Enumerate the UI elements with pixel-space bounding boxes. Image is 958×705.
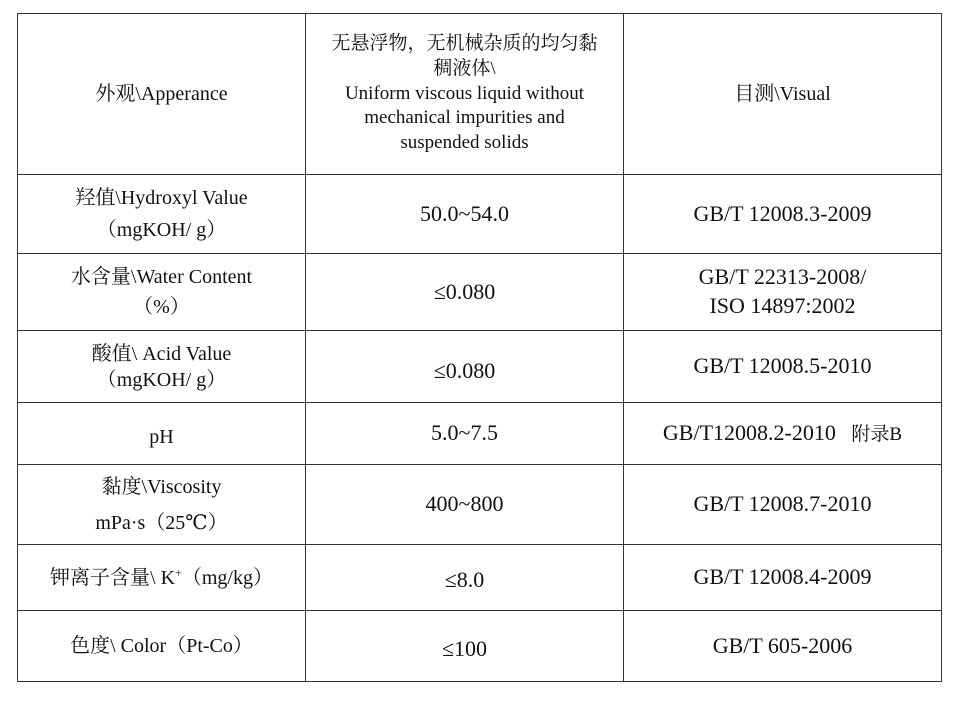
spec-line-cn-1: 无悬浮物，无机械杂质的均匀黏 xyxy=(331,33,598,55)
spec-value: 5.0~7.5 xyxy=(431,420,498,446)
item-cell xyxy=(18,175,306,254)
item-unit: （mgKOH/ g） xyxy=(96,368,227,391)
spec-value: 50.0~54.0 xyxy=(420,200,509,226)
spec-cell xyxy=(306,465,624,545)
method-label: 目测\Visual xyxy=(734,83,831,105)
spec-cell xyxy=(306,611,624,682)
spec-value: 400~800 xyxy=(425,491,504,517)
method-cell xyxy=(624,14,942,175)
item-label: 黏度\Viscosity xyxy=(101,475,222,498)
spec-cell xyxy=(306,254,624,331)
item-cell xyxy=(18,545,306,611)
item-unit: （mg/kg） xyxy=(181,566,273,589)
method-label: GB/T 12008.7-2010 xyxy=(693,491,872,517)
method-label: GB/T12008.2-2010 xyxy=(662,420,836,446)
spec-cell xyxy=(306,14,624,175)
item-label: 羟值\Hydroxyl Value xyxy=(75,187,248,209)
item-unit: （%） xyxy=(133,296,190,318)
spec-cell xyxy=(306,403,624,465)
spec-cell xyxy=(306,175,624,254)
spec-value: ≤100 xyxy=(441,635,488,661)
table-row-color xyxy=(18,611,942,682)
specification-table xyxy=(17,13,942,682)
item-cell xyxy=(18,331,306,403)
item-unit: （mgKOH/ g） xyxy=(96,219,227,241)
item-unit: mPa·s（25℃） xyxy=(95,511,228,534)
item-label: 色度\ Color（Pt-Co） xyxy=(70,635,253,657)
item-label: pH xyxy=(149,425,174,448)
table-row-appearance xyxy=(18,14,942,175)
table-row-water-content xyxy=(18,254,942,331)
spec-line-en-1: Uniform viscous liquid without xyxy=(344,82,585,104)
spec-value: ≤0.080 xyxy=(433,358,496,384)
item-superscript: + xyxy=(175,564,182,579)
spec-value: ≤0.080 xyxy=(433,278,496,304)
spec-line-en-3: suspended solids xyxy=(400,132,529,154)
item-label: 外观\Apperance xyxy=(95,83,228,105)
method-appendix: 附录B xyxy=(851,424,903,446)
item-cell xyxy=(18,14,306,175)
spec-line-en-2: mechanical impurities and xyxy=(364,107,565,129)
method-label-2: ISO 14897:2002 xyxy=(709,293,856,318)
item-cell xyxy=(18,403,306,465)
method-cell xyxy=(624,331,942,403)
method-cell xyxy=(624,465,942,545)
table-row-hydroxyl-value xyxy=(18,175,942,254)
method-label: GB/T 22313-2008/ xyxy=(698,264,867,290)
item-cell xyxy=(18,465,306,545)
table-row-ph xyxy=(18,403,942,465)
method-label: GB/T 12008.4-2009 xyxy=(693,564,872,590)
spec-cell xyxy=(306,545,624,611)
table-row-potassium-ion xyxy=(18,545,942,611)
method-cell xyxy=(624,175,942,254)
method-label: GB/T 12008.3-2009 xyxy=(693,200,872,226)
table-row-acid-value xyxy=(18,331,942,403)
item-cell xyxy=(18,254,306,331)
item-label: 酸值\ Acid Value xyxy=(91,342,232,365)
spec-line-cn-2: 稠液体\ xyxy=(433,57,496,79)
method-cell xyxy=(624,611,942,682)
spec-cell xyxy=(306,331,624,403)
item-label: 钾离子含量\ K xyxy=(50,566,176,589)
method-cell xyxy=(624,545,942,611)
method-label: GB/T 12008.5-2010 xyxy=(693,353,872,379)
method-cell xyxy=(624,403,942,465)
table-row-viscosity xyxy=(18,465,942,545)
item-label: 水含量\Water Content xyxy=(70,266,253,288)
item-cell xyxy=(18,611,306,682)
spec-value: ≤8.0 xyxy=(444,567,485,593)
method-cell xyxy=(624,254,942,331)
method-label: GB/T 605-2006 xyxy=(712,632,853,658)
